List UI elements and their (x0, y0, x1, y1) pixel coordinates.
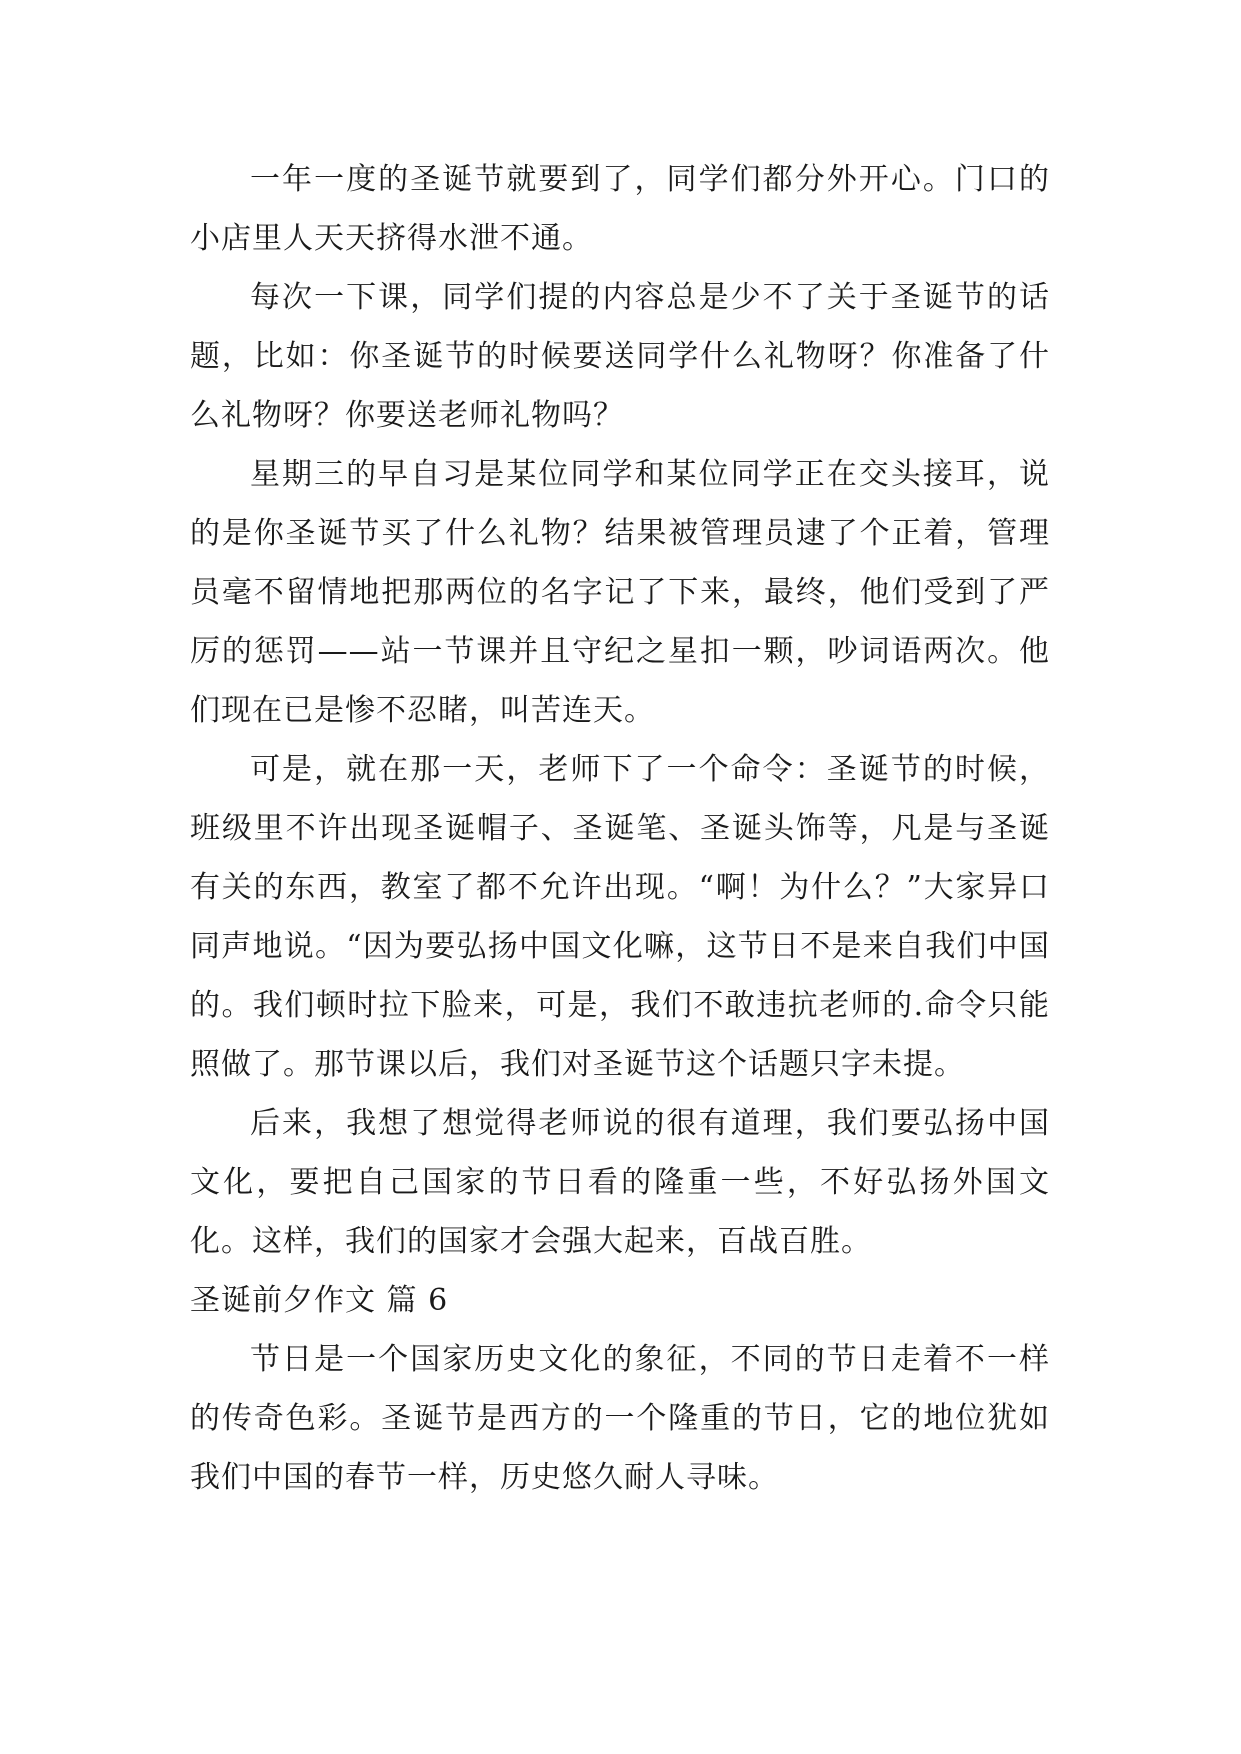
paragraph: 后来，我想了想觉得老师说的很有道理，我们要弘扬中国文化，要把自己国家的节日看的隆重一些，不好弘扬外国文化。这样，我们的国家才会强大起来，百战百胜。 (190, 1106, 1050, 1259)
section-title: 圣诞前夕作文 篇 6 (190, 1283, 449, 1318)
paragraph: 每次一下课，同学们提的内容总是少不了关于圣诞节的话题，比如：你圣诞节的时候要送同学什么礼物呀？你准备了什么礼物呀？你要送老师礼物吗？ (190, 280, 1050, 433)
paragraph: 星期三的早自习是某位同学和某位同学正在交头接耳，说的是你圣诞节买了什么礼物？结果被管理员逮了个正着，管理员毫不留情地把那两位的名字记了下来，最终，他们受到了严厉的惩罚——站一节课并且守纪之星扣一颗，吵词语两次。他们现在已是惨不忍睹，叫苦连天。 (190, 457, 1050, 728)
paragraph: 一年一度的圣诞节就要到了，同学们都分外开心。门口的小店里人天天挤得水泄不通。 (190, 162, 1050, 256)
paragraph: 可是，就在那一天，老师下了一个命令：圣诞节的时候，班级里不许出现圣诞帽子、圣诞笔、圣诞头饰等，凡是与圣诞有关的东西，教室了都不允许出现。“啊！为什么？”大家异口同声地说。“因为要弘扬中国文化嘛，这节日不是来自我们中国的。我们顿时拉下脸来，可是，我们不敢违抗老师的.命令只能照做了。那节课以后，我们对圣诞节这个话题只字未提。 (190, 752, 1050, 1082)
paragraph: 节日是一个国家历史文化的象征，不同的节日走着不一样的传奇色彩。圣诞节是西方的一个隆重的节日，它的地位犹如我们中国的春节一样，历史悠久耐人寻味。 (190, 1342, 1050, 1495)
document-body (190, 150, 1050, 1507)
